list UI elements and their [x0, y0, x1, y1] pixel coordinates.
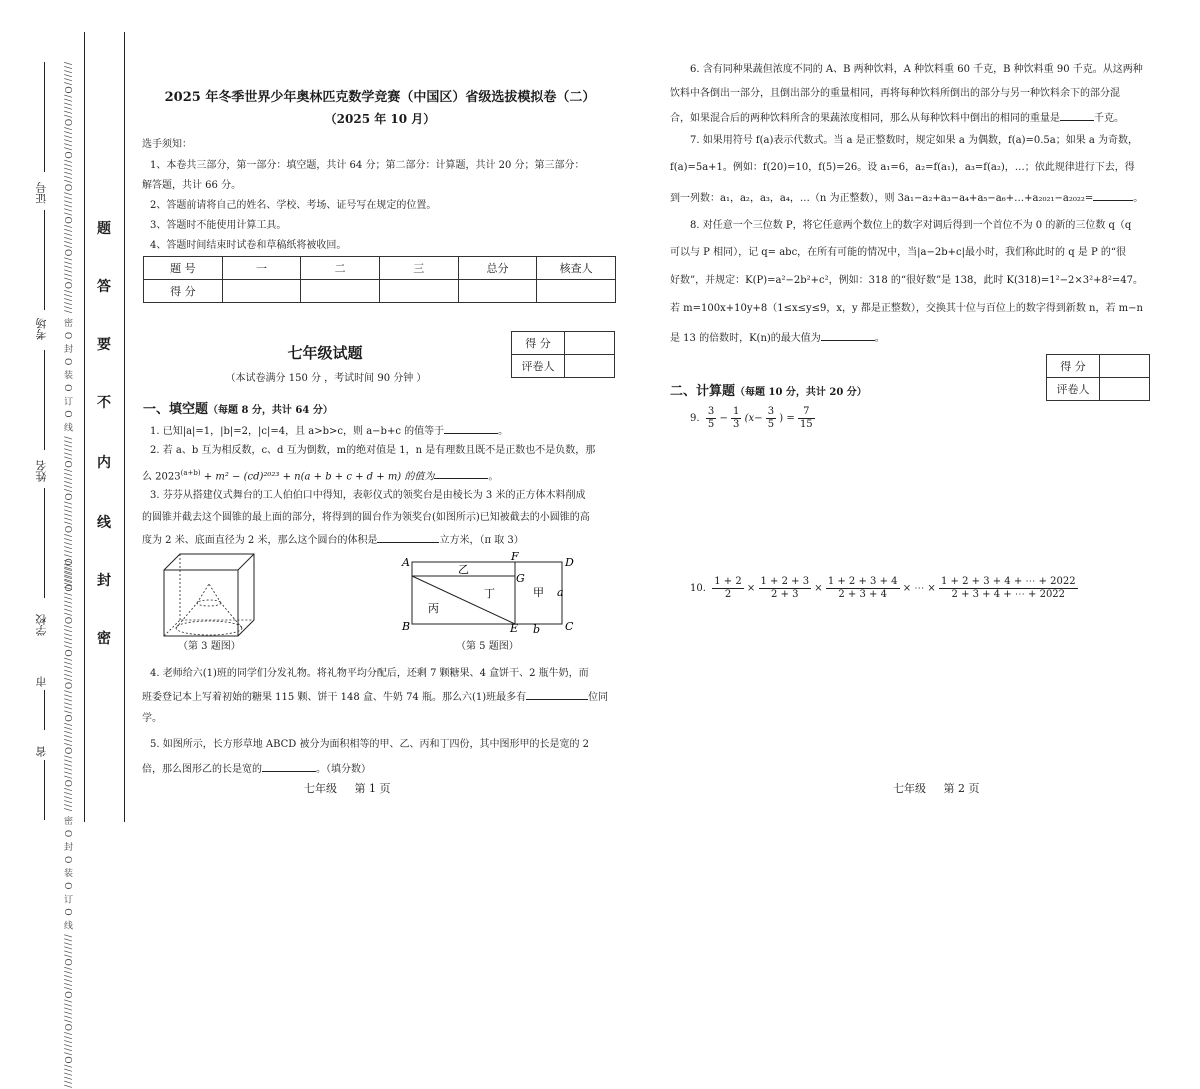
- section-2-title: 二、计算题: [670, 384, 736, 399]
- question-2-line-1: 2. 若 a、b 互为相反数，c、d 互为倒数，m的绝对值是 1，n 是有理数且既不是正数也不是负数，那: [150, 445, 596, 456]
- answer-blank-q6[interactable]: [1060, 110, 1094, 121]
- question-4-line-1: 4. 老师给六(1)班的同学们分发礼物。将礼物平均分配后，还剩 7 颗糖果、4 盒饼干、2 瓶牛奶，而: [150, 668, 589, 679]
- question-7-line-1: 7. 如果用符号 f(a)表示代数式。当 a 是正整数时，规定如果 a 为偶数，f(a)=0.5a；如果 a 为奇数，: [690, 135, 1139, 146]
- question-7-text: 到一列数：a₁，a₂，a₃，a₄，…（n 为正整数），则 3a₁−a₂+a₃−a₄+a₅−a₆+…+a₂₀₂₁−a₂₀₂₂=: [670, 193, 1094, 204]
- grade-note: （本试卷满分 150 分 ，考试时间 90 分钟 ）: [225, 373, 427, 384]
- grader-table-p1: [511, 331, 615, 378]
- question-1-text: 1. 已知|a|=1，|b|=2，|c|=4，且 a>b>c，则 a−b+c 的值等于: [150, 426, 445, 437]
- seal-dash-line-bottom: //////O//////O//////O//////O//////O//////O//////O////// 密 O 封 O 装 O 订 O 线 //////O//////O//////O//////O//////: [62, 560, 72, 1089]
- score-summary-table: [143, 256, 616, 303]
- question-9: [690, 406, 815, 431]
- q9-paren-close: ) =: [779, 413, 795, 424]
- score-table-row: [144, 280, 616, 303]
- section-1-title: 一、填空题: [143, 402, 209, 417]
- field-label-school: 学校: [35, 614, 48, 636]
- question-4-text: 班委登记本上写着初始的糖果 115 颗、饼干 148 盒、牛奶 74 瓶。那么六(1)班最多有: [142, 692, 527, 703]
- q9-fraction-2: [731, 406, 741, 431]
- answer-blank-q3[interactable]: [377, 532, 439, 543]
- question-6-text: 合，如果混合后的两种饮料所含的果蔬浓度相同，那么从每种饮料中倒出的相同的重量是: [670, 113, 1060, 124]
- page-2-footer: [893, 780, 979, 796]
- score-cell[interactable]: [379, 280, 458, 303]
- score-table-header-row: [144, 257, 616, 280]
- q9-f4-numerator: 7: [798, 406, 815, 419]
- grade-title: 七年级试题: [287, 344, 363, 362]
- question-9-label: 9.: [690, 413, 700, 424]
- section-1-note: （每题 8 分，共计 64 分）: [208, 405, 333, 416]
- field-label-name: 姓名: [35, 460, 48, 482]
- notice-line-5: 4、答题时间结束时试卷和草稿纸将被收回。: [150, 240, 347, 251]
- q10-term-2: [759, 576, 812, 601]
- notice-heading: 选手须知：: [142, 139, 192, 150]
- grader-reviewer-label: 评卷人: [1047, 378, 1100, 401]
- figure-5-label-bing: 丙: [428, 602, 439, 615]
- figure-5-label-G: G: [516, 572, 525, 585]
- q10-t1-numerator: 1 + 2: [714, 576, 742, 587]
- question-6-line-1: 6. 含有同种果蔬但浓度不同的 A、B 两种饮料，A 种饮料重 60 千克，B 种饮料重 90 千克。从这两种: [690, 64, 1143, 75]
- figure-5-label-D: D: [565, 556, 574, 569]
- field-label-room: 考场: [35, 318, 48, 340]
- score-header-cell: 三: [379, 257, 458, 280]
- footer-grade: 七年级: [304, 782, 337, 795]
- page-1-footer: [304, 780, 390, 796]
- score-cell[interactable]: [301, 280, 380, 303]
- score-header-cell: 二: [301, 257, 380, 280]
- q10-t4-numerator: 1 + 2 + 3 + 4 + ⋯ + 2022: [941, 576, 1076, 587]
- figure-5-label-yi: 乙: [458, 563, 469, 576]
- question-8-line-3: 好数”，并规定：K(P)=a²−2b²+c²，例如：318 的“很好数”是 138，此时 K(318)=1²−2×3²+8²=47。: [670, 275, 1143, 286]
- q9-minus: −: [719, 413, 728, 424]
- q9-f3-numerator: 3: [767, 406, 775, 417]
- question-4-line-2: [142, 689, 608, 705]
- answer-blank-q7[interactable]: [1093, 190, 1133, 201]
- footer-page-number: 第 2 页: [943, 782, 980, 795]
- score-header-cell: 题 号: [144, 257, 223, 280]
- figure-5-label-E: E: [510, 622, 519, 635]
- q9-paren-open: (x−: [744, 413, 763, 424]
- seal-char-nei: 内: [97, 455, 111, 471]
- question-8-text: 是 13 的倍数时，K(n)的最大值为: [670, 333, 821, 344]
- question-8-line-5: [670, 330, 885, 346]
- question-4-tail: 位同: [588, 692, 609, 703]
- figure-5-label-C: C: [565, 620, 574, 633]
- notice-line-3: 2、答题前请将自己的姓名、学校、考场、证号写在规定的位置。: [150, 200, 437, 211]
- exam-date: （2025 年 10 月）: [324, 112, 436, 126]
- answer-blank-q4[interactable]: [526, 689, 588, 700]
- q9-fraction-1: [706, 406, 716, 431]
- field-label-city: 市: [35, 676, 48, 687]
- question-3-line-2: 的圆锥并截去这个圆锥的最上面的部分，将得到的圆台作为领奖台(如图所示)已知被截去的小圆锥的高: [142, 512, 590, 523]
- figure-5-label-F: F: [511, 550, 519, 563]
- figure-5-label-ding: 丁: [484, 587, 495, 600]
- margin-rule-left: [84, 32, 85, 822]
- question-3-text: 度为 2 米、底面直径为 2 米，那么这个圆台的体积是: [142, 535, 378, 546]
- question-8-line-1: 8. 对任意一个三位数 P，将它任意两个数位上的数字对调后得到一个首位不为 0 的新的三位数 q（q: [690, 220, 1132, 231]
- field-line-school: [44, 488, 46, 598]
- q10-t3-denominator: 2 + 3 + 4: [838, 589, 887, 600]
- q10-t2-numerator: 1 + 2 + 3: [760, 576, 810, 587]
- seal-char-ti: 题: [97, 221, 111, 237]
- score-header-cell: 核查人: [537, 257, 616, 280]
- question-7-line-3: 到一列数：a₁，a₂，a₃，a₄，…（n 为正整数），则 3a₁−a₂+a₃−a₄+a₅−a₆+…+a₂₀₂₁−a₂₀₂₂= 。: [670, 190, 1143, 206]
- seal-char-bu: 不: [97, 395, 111, 411]
- grader-score-cell[interactable]: [565, 332, 615, 355]
- figure-5-label-B: B: [402, 620, 411, 633]
- notice-line-1: 1、本卷共三部分，第一部分：填空题，共计 64 分；第二部分：计算题，共计 20 分；第三部分：: [150, 160, 585, 171]
- answer-blank-q1[interactable]: [444, 423, 498, 434]
- section-2-note: （每题 10 分，共计 20 分）: [735, 387, 867, 398]
- question-5-text: 倍，那么图形乙的长是宽的: [142, 764, 262, 775]
- q10-t2-denominator: 2 + 3: [771, 589, 799, 600]
- grader-score-label: 得 分: [512, 332, 565, 355]
- question-6-tail: 千克。: [1094, 113, 1124, 124]
- q10-times: ×: [814, 583, 823, 594]
- margin-rule-right: [124, 32, 125, 822]
- footer-grade: 七年级: [893, 782, 926, 795]
- section-2-heading: [670, 380, 867, 399]
- grader-score-label: 得 分: [1047, 355, 1100, 378]
- q10-term-4: [939, 576, 1078, 601]
- question-10-label: 10.: [690, 583, 706, 594]
- question-5-line-2: [142, 761, 371, 777]
- field-line-province: [44, 760, 46, 820]
- answer-blank-q8[interactable]: [821, 330, 875, 341]
- figure-5-label-jia: 甲: [533, 586, 544, 599]
- question-10: [690, 576, 1078, 601]
- q10-times: ×: [746, 583, 756, 594]
- question-2-prefix: 么 2023: [142, 471, 181, 483]
- grader-reviewer-cell[interactable]: [565, 355, 615, 378]
- score-header-cell: 总分: [458, 257, 537, 280]
- figure-3-caption: （第 3 题图）: [178, 641, 241, 652]
- answer-blank-q5[interactable]: [262, 761, 316, 772]
- q10-t1-denominator: 2: [724, 589, 732, 600]
- grader-reviewer-cell[interactable]: [1100, 378, 1150, 401]
- question-8-line-2: 可以与 P 相同），记 q= abc，在所有可能的情况中，当|a−2b+c|最小时，我们称此时的 q 是 P 的“很: [670, 247, 1126, 258]
- seal-char-mi: 密: [97, 631, 111, 647]
- score-cell[interactable]: [458, 280, 537, 303]
- question-3-line-1: 3. 芬芬从搭建仪式舞台的工人伯伯口中得知，表彰仪式的领奖台是由棱长为 3 米的正方体木料削成: [150, 490, 586, 501]
- q10-t3-numerator: 1 + 2 + 3 + 4: [827, 576, 898, 587]
- score-header-cell: 一: [222, 257, 301, 280]
- q9-f2-denominator: 3: [733, 419, 740, 430]
- question-7-line-2: f(a)=5a+1。例如：f(20)=10，f(5)=26。设 a₁=6，a₂=f(a₁)，a₃=f(a₂)，…；依此规律进行下去，得: [670, 162, 1135, 173]
- question-5-line-1: 5. 如图所示，长方形草地 ABCD 被分为面积相等的甲、乙、丙和丁四份，其中图形甲的长是宽的 2: [150, 739, 590, 750]
- question-6-line-2: 饮料中各倒出一部分，且倒出部分的重量相同，再将每种饮料所倒出的部分与另一种饮料余下的部分混: [670, 88, 1120, 99]
- question-6-line-3: [670, 110, 1124, 126]
- q9-f1-denominator: 5: [707, 419, 715, 430]
- notice-line-4: 3、答题时不能使用计算工具。: [150, 220, 287, 231]
- grader-reviewer-label: 评卷人: [512, 355, 565, 378]
- figure-5-label-A: A: [402, 556, 410, 569]
- question-2-exponent: (a+b): [180, 469, 201, 477]
- question-3-line-3: [142, 532, 524, 548]
- seal-dash-line-top: //////O//////O//////O//////O//////O//////O//////O////// 密 O 封 O 装 O 订 O 线 //////O//////O//////O//////O//////: [62, 62, 72, 591]
- grader-table-p2: [1046, 354, 1150, 401]
- field-label-id: 证号: [35, 182, 48, 204]
- figure-3-cube-cone: [160, 548, 260, 640]
- question-3-tail: 立方米，（π 取 3）: [439, 535, 524, 546]
- question-8-line-4: 若 m=100x+10y+8（1≤x≤y≤9，x，y 都是正整数），交换其十位与百位上的数字得到新数 n，若 m−n: [670, 303, 1143, 314]
- figure-5-caption: （第 5 题图）: [456, 641, 519, 652]
- score-cell[interactable]: [222, 280, 301, 303]
- seal-char-xian: 线: [97, 515, 111, 531]
- q9-f4-denominator: 15: [799, 419, 813, 430]
- section-1-heading: [143, 398, 333, 417]
- exam-title: 2025 年冬季世界少年奥林匹克数学竞赛（中国区）省级选拔模拟卷（二）: [164, 90, 596, 105]
- q10-term-1: [712, 576, 743, 601]
- seal-char-feng: 封: [97, 573, 111, 589]
- q10-term-3: [826, 576, 900, 601]
- field-line-id: [44, 62, 46, 172]
- question-2-line-2: 么 $2023^{(a+b)} + m^2 - (cd)^{2023} + n(a + b + c + d + m)$ 的值为 。: [142, 469, 499, 483]
- q10-ellipsis: × ⋯ ×: [902, 583, 936, 594]
- q9-f1-numerator: 3: [707, 406, 715, 417]
- footer-page-number: 第 1 页: [354, 782, 391, 795]
- question-4-line-3: 学。: [142, 713, 162, 724]
- question-1: 1. 已知|a|=1，|b|=2，|c|=4，且 a>b>c，则 a−b+c 的值等于 。: [150, 423, 508, 439]
- question-5-tail: 。（填分数）: [316, 764, 371, 775]
- field-label-province: 省: [35, 746, 48, 757]
- notice-line-2: 解答题，共计 66 分。: [142, 180, 242, 191]
- score-cell[interactable]: [537, 280, 616, 303]
- question-8-tail: 。: [874, 333, 885, 344]
- q9-f2-numerator: 1: [733, 406, 740, 417]
- figure-5-rectangle: [398, 552, 574, 634]
- grader-score-cell[interactable]: [1100, 355, 1150, 378]
- score-row-label: 得 分: [144, 280, 223, 303]
- figure-5-label-b: b: [533, 623, 541, 636]
- seal-char-da: 答: [97, 279, 111, 295]
- q10-t4-denominator: 2 + 3 + 4 + ⋯ + 2022: [951, 589, 1066, 600]
- field-line-name: [44, 350, 46, 450]
- field-line-city: [44, 690, 46, 730]
- field-line-room: [44, 210, 46, 310]
- answer-blank-q2[interactable]: [434, 468, 488, 479]
- q9-fraction-4: [798, 406, 815, 431]
- seal-char-yao: 要: [97, 337, 111, 353]
- question-2-expression: + m² − (cd)²⁰²³ + n(a + b + c + d + m) 的值为: [200, 471, 435, 483]
- q9-f3-denominator: 5: [767, 419, 775, 430]
- figure-5-label-a: a: [557, 586, 564, 599]
- q9-fraction-3: [766, 406, 776, 431]
